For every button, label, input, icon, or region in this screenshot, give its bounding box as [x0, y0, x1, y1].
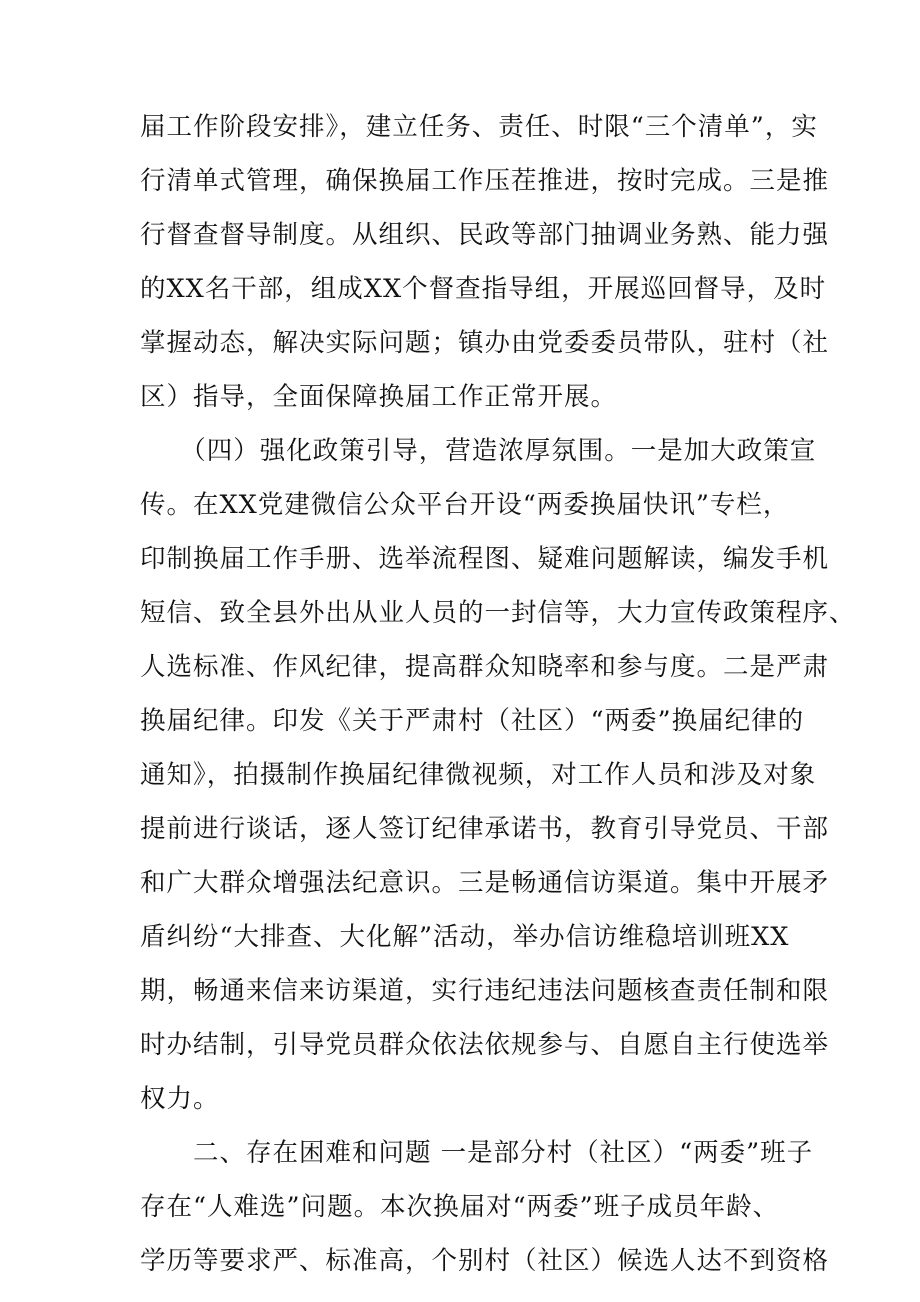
text-line: 行督查督导制度。从组织、民政等部门抽调业务熟、能力强 — [140, 220, 830, 250]
text-line: 行清单式管理，确保换届工作压茬推进，按时完成。三是推 — [140, 166, 830, 196]
text-line: 存在“人难选”问题。本次换届对“两委”班子成员年龄、 — [140, 1192, 780, 1222]
text-line: 传。在XX党建微信公众平台开设“两委换届快讯”专栏， — [140, 490, 790, 520]
text-line: 通知》，拍摄制作换届纪律微视频，对工作人员和涉及对象 — [140, 760, 817, 790]
section-heading-line: （四）强化政策引导，营造浓厚氛围。一是加大政策宣 — [140, 436, 817, 466]
text-line: 人选标准、作风纪律，提高群众知晓率和参与度。二是严肃 — [140, 652, 830, 682]
text-line: 印制换届工作手册、选举流程图、疑难问题解读，编发手机 — [140, 544, 830, 574]
section-heading-line: 二、存在困难和问题 一是部分村（社区）“两委”班子 — [140, 1138, 814, 1168]
text-line: 区）指导，全面保障换届工作正常开展。 — [140, 382, 618, 412]
text-line: 提前进行谈话，逐人签订纪律承诺书，教育引导党员、干部 — [140, 814, 830, 844]
text-line: 盾纠纷“大排查、大化解”活动，举办信访维稳培训班XX — [140, 922, 790, 952]
text-line: 短信、致全县外出从业人员的一封信等，大力宣传政策程序、 — [140, 598, 856, 628]
text-line: 时办结制，引导党员群众依法依规参与、自愿自主行使选举 — [140, 1030, 830, 1060]
text-line: 学历等要求严、标准高，个别村（社区）候选人达不到资格 — [140, 1246, 830, 1276]
text-line: 的XX名干部，组成XX个督查指导组，开展巡回督导，及时 — [140, 274, 827, 304]
text-line: 期，畅通来信来访渠道，实行违纪违法问题核查责任制和限 — [140, 976, 830, 1006]
text-line: 和广大群众增强法纪意识。三是畅通信访渠道。集中开展矛 — [140, 868, 830, 898]
text-line: 权力。 — [140, 1084, 220, 1114]
document-body — [140, 100, 856, 1288]
text-line: 掌握动态，解决实际问题；镇办由党委委员带队，驻村（社 — [140, 328, 830, 358]
text-line: 换届纪律。印发《关于严肃村（社区）“两委”换届纪律的 — [140, 706, 805, 736]
text-line: 届工作阶段安排》，建立任务、责任、时限“三个清单”，实 — [140, 112, 818, 142]
